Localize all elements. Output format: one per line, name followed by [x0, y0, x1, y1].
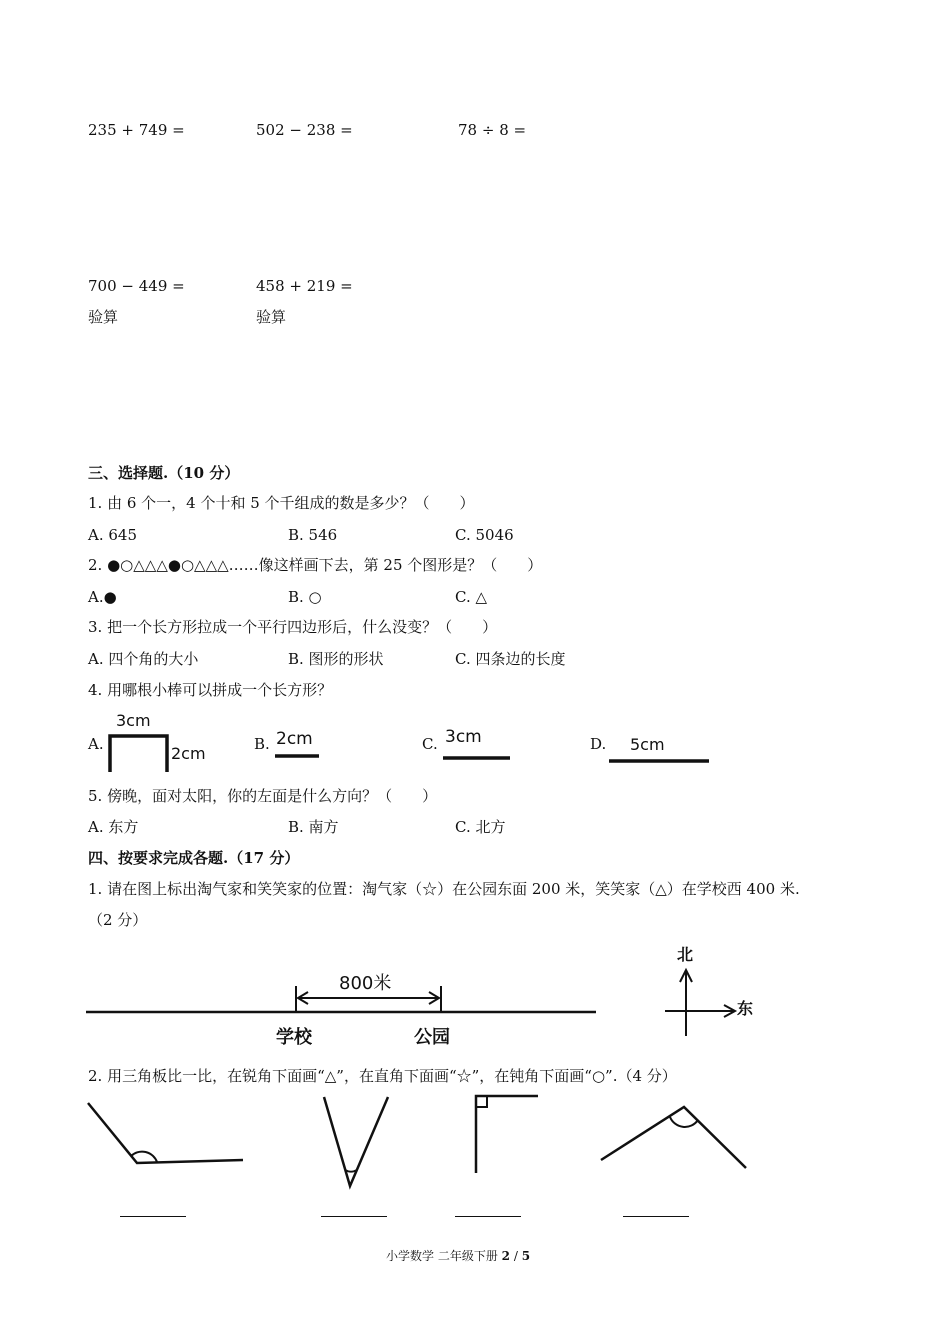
park-label: 公园	[414, 1027, 450, 1048]
q4-1-text: 1. 请在图上标出淘气家和笑笑家的位置：淘气家（☆）在公园东面 200 米，笑笑家（△）在学校西 400 米.	[88, 880, 800, 898]
compass-north-label: 北	[677, 945, 694, 964]
footer-total-pages: 5	[521, 1249, 531, 1263]
calc-problem-5: 458 + 219 =	[256, 277, 353, 295]
q3-4-option-b: B.	[254, 735, 270, 753]
angle-4-answer-blank[interactable]	[623, 1216, 689, 1217]
section3-title: 三、选择题.（10 分）	[88, 464, 240, 482]
calc-problem-1: 235 + 749 =	[88, 121, 185, 139]
q3-3-option-b: B. 图形的形状	[288, 650, 384, 668]
distance-label: 800米	[339, 973, 392, 994]
q3-2-option-b: B. ○	[288, 588, 322, 606]
q3-2-option-a: A.●	[88, 588, 117, 606]
q3-4-option-c: C.	[422, 735, 438, 753]
q3-1-text: 1. 由 6 个一，4 个十和 5 个千组成的数是多少？（ ）	[88, 494, 475, 512]
q3-4-a-side-length: 2cm	[171, 744, 206, 763]
angle-1-answer-blank[interactable]	[120, 1216, 186, 1217]
footer-page-number: 2	[501, 1249, 511, 1263]
q3-4-option-a: A.	[88, 735, 104, 753]
q3-4-option-d: D.	[590, 735, 607, 753]
section4-title: 四、按要求完成各题.（17 分）	[88, 849, 300, 867]
calc-problem-4: 700 − 449 =	[88, 277, 185, 295]
q3-2-option-c: C. △	[455, 588, 488, 606]
q3-4-b-length: 2cm	[276, 729, 313, 749]
angle-2-answer-blank[interactable]	[321, 1216, 387, 1217]
q3-3-option-c: C. 四条边的长度	[455, 650, 566, 668]
angle-2-arc	[345, 1170, 357, 1172]
q3-4-c-length: 3cm	[445, 727, 482, 747]
check-label-1: 验算	[88, 308, 119, 326]
q3-4-text: 4. 用哪根小棒可以拼成一个长方形？	[88, 681, 333, 699]
q4-1-score: （2 分）	[88, 911, 148, 929]
q3-2-text: 2. ●○△△△●○△△△……像这样画下去，第 25 个图形是？（ ）	[88, 556, 543, 574]
footer	[386, 1250, 530, 1262]
q3-4-a-top-length: 3cm	[116, 711, 151, 730]
q3-1-option-a: A. 645	[88, 526, 137, 544]
q3-4-d-length: 5cm	[630, 735, 665, 754]
check-label-2: 验算	[256, 308, 287, 326]
footer-subject: 小学数学 二年级下册	[386, 1249, 498, 1263]
q3-3-text: 3. 把一个长方形拉成一个平行四边形后，什么没变？（ ）	[88, 618, 498, 636]
compass-east-label: 东	[737, 999, 754, 1018]
q3-5-text: 5. 傍晚，面对太阳，你的左面是什么方向？（ ）	[88, 787, 438, 805]
q4-2-text: 2. 用三角板比一比，在锐角下面画“△”，在直角下面画“☆”，在钝角下面画“○”.（4 分）	[88, 1067, 677, 1085]
angle-3-right-mark	[476, 1096, 487, 1107]
q3-1-option-b: B. 546	[288, 526, 338, 544]
calc-problem-2: 502 − 238 =	[256, 121, 353, 139]
q3-5-option-a: A. 东方	[88, 818, 139, 836]
angle-4-arc	[670, 1117, 698, 1127]
calc-problem-3: 78 ÷ 8 =	[458, 121, 527, 139]
school-label: 学校	[276, 1027, 312, 1048]
q3-1-option-c: C. 5046	[455, 526, 514, 544]
angle-4-obtuse	[601, 1107, 746, 1168]
footer-separator: /	[513, 1249, 518, 1263]
q3-5-option-c: C. 北方	[455, 818, 506, 836]
angle-2-acute	[324, 1097, 388, 1186]
q3-5-option-b: B. 南方	[288, 818, 339, 836]
angle-1-obtuse	[88, 1103, 243, 1163]
angle-3-answer-blank[interactable]	[455, 1216, 521, 1217]
q3-3-option-a: A. 四个角的大小	[88, 650, 199, 668]
